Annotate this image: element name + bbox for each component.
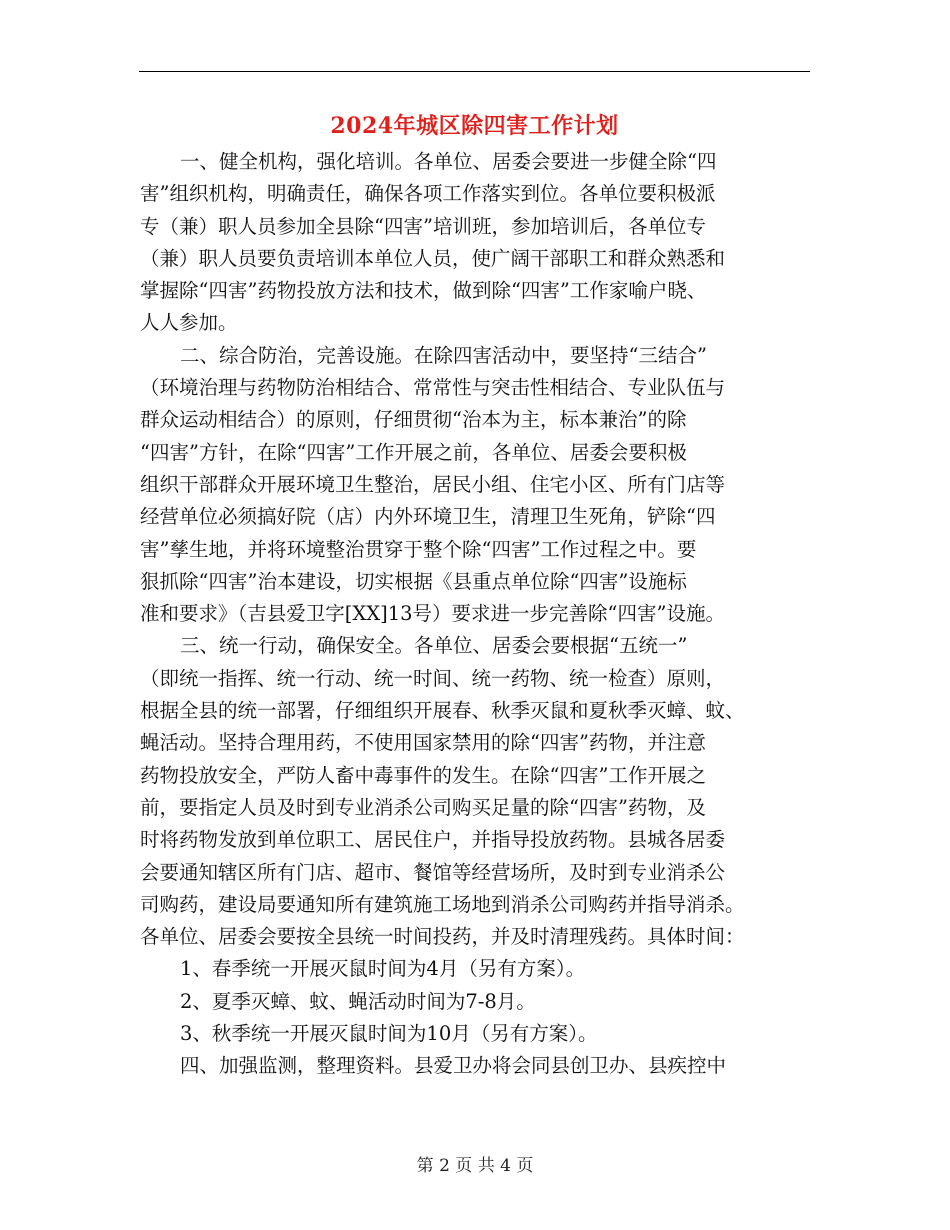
- paragraph-first-line: 1、春季统一开展灭鼠时间为4月（另有方案）。: [180, 957, 586, 981]
- text-line: 会要通知辖区所有门店、超市、餐馆等经营场所，及时到专业消杀公: [140, 860, 726, 884]
- text-line: 组织干部群众开展环境卫生整治，居民小组、住宅小区、所有门店等: [140, 472, 726, 496]
- text-line: 经营单位必须搞好院（店）内外环境卫生，清理卫生死角，铲除“四: [140, 505, 716, 529]
- text-line: 根据全县的统一部署，仔细组织开展春、秋季灭鼠和夏秋季灭蟑、蚊、: [140, 699, 745, 723]
- text-line: 蝇活动。坚持合理用药，不使用国家禁用的除“四害”药物，并注意: [140, 731, 706, 755]
- text-line: 掌握除“四害”药物投放方法和技术，做到除“四害”工作家喻户晓、: [140, 279, 707, 303]
- paragraph-first-line: 2、夏季灭蟑、蚊、蝇活动时间为7-8月。: [180, 989, 536, 1013]
- header-rule: [139, 71, 810, 72]
- text-line: （兼）职人员要负责培训本单位人员，使广阔干部职工和群众熟悉和: [140, 246, 726, 270]
- document-title: 2024年城区除四害工作计划: [330, 113, 619, 139]
- document-body: [140, 146, 816, 1083]
- text-line: 害”孳生地，并将环境整治贯穿于整个除“四害”工作过程之中。要: [140, 537, 697, 561]
- text-line: （即统一指挥、统一行动、统一时间、统一药物、统一检查）原则，: [140, 666, 726, 690]
- text-line: 时将药物发放到单位职工、居民住户，并指导投放药物。县城各居委: [140, 828, 726, 852]
- text-line: 药物投放安全，严防人畜中毒事件的发生。在除“四害”工作开展之: [140, 763, 706, 787]
- text-line: （环境治理与药物防治相结合、常常性与突击性相结合、专业队伍与: [140, 376, 726, 400]
- paragraph-first-line: 三、统一行动，确保安全。各单位、居委会要根据“五统一”: [180, 634, 688, 658]
- page-number-footer: 第 2 页 共 4 页: [416, 1156, 534, 1176]
- paragraph-first-line: 一、健全机构，强化培训。各单位、居委会要进一步健全除“四: [180, 150, 717, 173]
- paragraph-first-line: 3、秋季统一开展灭鼠时间为10月（另有方案）。: [180, 1022, 598, 1046]
- text-line: 群众运动相结合）的原则，仔细贯彻“治本为主，标本兼治”的除: [140, 408, 687, 432]
- text-line: 专（兼）职人员参加全县除“四害”培训班，参加培训后，各单位专: [140, 214, 706, 238]
- text-line: 狠抓除“四害”治本建设，切实根据《县重点单位除“四害”设施标: [140, 569, 687, 593]
- text-line: 害”组织机构，明确责任，确保各项工作落实到位。各单位要积极派: [140, 182, 716, 206]
- text-line: 各单位、居委会要按全县统一时间投药，并及时清理残药。具体时间：: [140, 925, 745, 949]
- text-line: 准和要求》（吉县爱卫字[XX]13号）要求进一步完善除“四害”设施。: [140, 602, 725, 626]
- text-line: 前，要指定人员及时到专业消杀公司购买足量的除“四害”药物，及: [140, 795, 706, 819]
- text-line: 人人参加。: [140, 311, 238, 335]
- paragraph-first-line: 二、综合防治，完善设施。在除四害活动中，要坚持“三结合”: [180, 343, 707, 367]
- text-line: 司购药，建设局要通知所有建筑施工场地到消杀公司购药并指导消杀。: [140, 892, 745, 916]
- text-line: “四害”方针，在除“四害”工作开展之前，各单位、居委会要积极: [140, 440, 687, 464]
- paragraph-first-line: 四、加强监测，整理资料。县爱卫办将会同县创卫办、县疾控中: [180, 1054, 727, 1078]
